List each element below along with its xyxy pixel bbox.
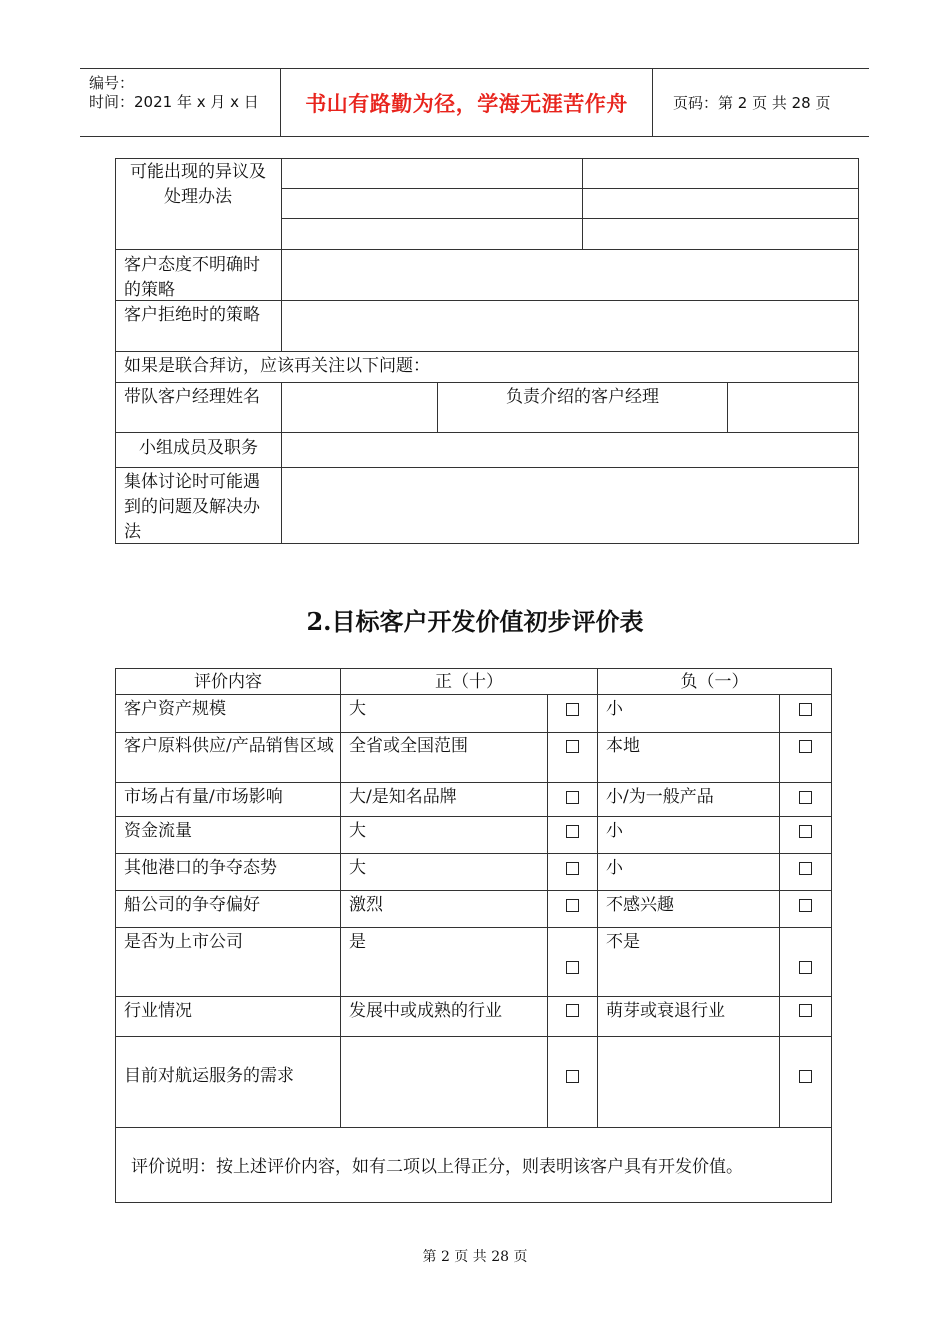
evaluation-note: 评价说明：按上述评价内容，如有二项以上得正分，则表明该客户具有开发价值。 bbox=[131, 1157, 743, 1177]
negative-checkbox[interactable] bbox=[799, 961, 812, 974]
negative-checkbox[interactable] bbox=[799, 862, 812, 875]
negative-option: 本地 bbox=[606, 736, 640, 756]
negative-checkbox[interactable] bbox=[799, 791, 812, 804]
positive-checkbox[interactable] bbox=[566, 961, 579, 974]
negative-option: 不是 bbox=[606, 932, 640, 952]
negative-checkbox[interactable] bbox=[799, 825, 812, 838]
negative-checkbox[interactable] bbox=[799, 1004, 812, 1017]
positive-option: 大 bbox=[349, 858, 366, 878]
positive-checkbox[interactable] bbox=[566, 791, 579, 804]
joint-visit-note: 如果是联合拜访，应该再关注以下问题： bbox=[124, 356, 430, 376]
eval-item: 行业情况 bbox=[124, 1001, 192, 1021]
intro-manager-label: 负责介绍的客户经理 bbox=[506, 387, 659, 407]
negative-option: 小/为一般产品 bbox=[606, 787, 714, 807]
header-page-label: 页码：第 2 页 共 28 页 bbox=[673, 94, 831, 112]
positive-checkbox[interactable] bbox=[566, 862, 579, 875]
header-slogan: 书山有路勤为径，学海无涯苦作舟 bbox=[305, 91, 628, 116]
negative-checkbox[interactable] bbox=[799, 1070, 812, 1083]
positive-checkbox[interactable] bbox=[566, 703, 579, 716]
document-number-label: 编号： bbox=[89, 74, 135, 92]
negative-checkbox[interactable] bbox=[799, 740, 812, 753]
header-negative: 负（一） bbox=[680, 672, 749, 692]
positive-option: 激烈 bbox=[349, 895, 383, 915]
negative-checkbox[interactable] bbox=[799, 703, 812, 716]
positive-checkbox[interactable] bbox=[566, 1070, 579, 1083]
header-meta bbox=[80, 69, 280, 136]
eval-item: 客户原料供应/产品销售区域 bbox=[124, 736, 334, 756]
positive-option: 大 bbox=[349, 821, 366, 841]
header-page-number bbox=[663, 69, 869, 136]
negative-option: 小 bbox=[606, 699, 623, 719]
eval-item: 是否为上市公司 bbox=[124, 932, 243, 952]
negative-option: 不感兴趣 bbox=[606, 895, 674, 915]
refusal-strategy-label: 客户拒绝时的策略 bbox=[124, 305, 260, 325]
document-time-label: 时间：2021 年 x 月 x 日 bbox=[89, 93, 259, 111]
positive-option: 是 bbox=[349, 932, 366, 952]
objection-handling-label: 可能出现的异议及处理办法 bbox=[130, 162, 266, 207]
eval-item: 其他港口的争夺态势 bbox=[124, 858, 277, 878]
eval-item: 目前对航运服务的需求 bbox=[124, 1066, 294, 1086]
eval-item: 市场占有量/市场影响 bbox=[124, 787, 283, 807]
header-eval-content: 评价内容 bbox=[194, 672, 262, 692]
negative-option: 萌芽或衰退行业 bbox=[606, 1001, 725, 1021]
group-discussion-label: 集体讨论时可能遇到的问题及解决办法 bbox=[124, 472, 260, 542]
section-title: 2.目标客户开发价值初步评价表 bbox=[306, 607, 644, 636]
positive-checkbox[interactable] bbox=[566, 740, 579, 753]
lead-manager-name-label: 带队客户经理姓名 bbox=[124, 387, 260, 407]
unclear-attitude-strategy-label: 客户态度不明确时的策略 bbox=[124, 255, 260, 300]
positive-option: 大/是知名品牌 bbox=[349, 787, 457, 807]
positive-option: 大 bbox=[349, 699, 366, 719]
negative-option: 小 bbox=[606, 821, 623, 841]
positive-option: 发展中或成熟的行业 bbox=[349, 1001, 502, 1021]
negative-option: 小 bbox=[606, 858, 623, 878]
positive-checkbox[interactable] bbox=[566, 899, 579, 912]
positive-checkbox[interactable] bbox=[566, 825, 579, 838]
page-footer: 第 2 页 共 28 页 bbox=[422, 1249, 528, 1265]
positive-checkbox[interactable] bbox=[566, 1004, 579, 1017]
eval-item: 船公司的争夺偏好 bbox=[124, 895, 260, 915]
eval-item: 客户资产规模 bbox=[124, 699, 226, 719]
page-header bbox=[80, 68, 869, 137]
negative-checkbox[interactable] bbox=[799, 899, 812, 912]
team-members-label: 小组成员及职务 bbox=[139, 438, 258, 458]
eval-item: 资金流量 bbox=[124, 821, 192, 841]
positive-option: 全省或全国范围 bbox=[349, 736, 468, 756]
header-positive: 正（十） bbox=[435, 672, 503, 692]
